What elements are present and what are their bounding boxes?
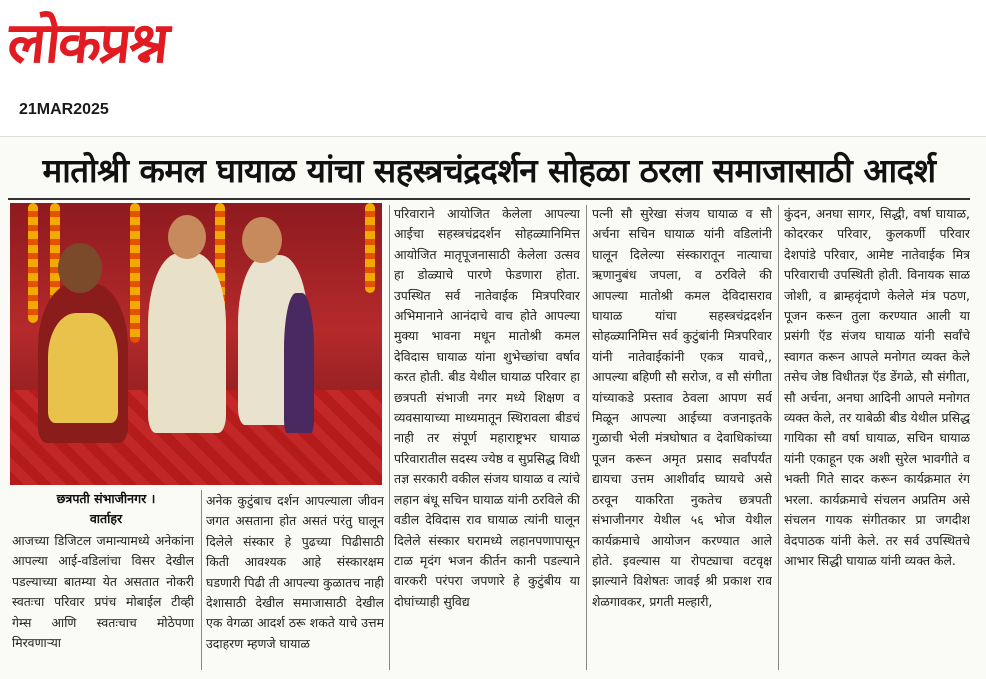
elderly-woman-face [168, 215, 206, 259]
marigold-garland [365, 203, 375, 293]
man-face [58, 243, 102, 293]
column-rule [586, 205, 587, 670]
article-headline: मातोश्री कमल घायाळ यांचा सहस्त्रचंद्रदर्शन सोहळा ठरला समाजासाठी आदर्श [42, 151, 936, 190]
headline-rule [8, 198, 970, 200]
article-column-4: पत्नी सौ सुरेखा संजय घायाळ व सौ अर्चना सचिन घायाळ यांनी वडिलांनी घालून दिलेल्या संस्कारातून नात्याचा ऋणानुबंध जपला, व ठरविले की आपल्या मातोश्री कमल देविदासराव घायाळ यांचा सहस्त्रचंद्रदर्शन सोहळ्यानिमित्त सर्व कुटुंबांनी मित्रपरिवार यांनी नातेवाईकांनी एकत्र यावचे,, आपल्या बहिणी सौ सरोज, व सौ संगीता यांच्याकडे प्रस्ताव ठेवला आपण सर्व मिळून आपल्या आईच्या वजनाइतके गुळाची भेली मंत्रघोषात व देवाधिकांच्या पूजन करून अमृत प्रसाद सर्वांपर्यंत द्यायचा उत्तम आशीर्वाद घ्यायचे असे ठरवून याकरिता नुकतेच छत्रपती संभाजीनगर येथील ५६ भोज येथील कार्यक्रमाचे आयोजन करण्यात आले होते. इवल्यास या रोपट्याचा वटवृक्ष झाल्याने विशेषतः जावई श्री प्रकाश राव शेळगावकर, प्रगती मल्हारी, [592, 206, 772, 609]
article-column-2: अनेक कुटुंबाच दर्शन आपल्याला जीवन जगत असताना होत असतं परंतु घालून दिलेले संस्कार हे पुढच्या पिढीसाठी किती आवश्यक आहे संस्कारक्षम घडणारी पिढी ती आपल्या कुळातच नाही देशासाठी देखील समाजासाठी देखील एक वेगळा आदर्श ठरू शकते याचे उत्तम उदाहरण म्हणजे घायाळ [206, 493, 384, 651]
column-rule [389, 205, 390, 670]
newspaper-masthead [4, 4, 298, 96]
column-rule [778, 205, 779, 670]
issue-date: 21MAR2025 [19, 101, 109, 118]
elderly-man-vest [284, 293, 314, 433]
dateline-source: वार्ताहर [89, 511, 123, 526]
elderly-man-face [242, 217, 282, 263]
dateline-place: छत्रपती संभाजीनगर । [56, 491, 156, 506]
event-photo [10, 203, 382, 485]
article-column-5: कुंदन, अनघा सागर, सिद्धी, वर्षा घायाळ, कोदरकर परिवार, कुलकर्णी परिवार देशपांडे परिवार, आमेष्ट नातेवाईक मित्र परिवाराची उपस्थिती होती. विनायक साळ जोशी, व ब्राम्हवृंदाणे केलेले मंत्र पठण, पूजन करून तुला करण्यात आली या प्रसंगी ऍड संजय घायाळ यांनी सर्वांचे स्वागत करून आपले मनोगत व्यक्त केले तसेच जेष्ठ विधीतज्ञ ऍड डेंगळे, सौ संगीता, सौ अर्चना, अनघा आदिनी आपले मनोगत व्यक्त केले, तर याबेळी बीड येथील प्रसिद्ध गायिका सौ वर्षा घायाळ, सचिन घायाळ यांनी एकाहून एक अशी सुरेल भावगीते व भक्ती गिते सादर करून कार्यक्रमात रंग भरला. कार्यक्रमाचे संचलन अप्रतिम असे संचलन गायक संगीतकार प्रा जगदीश वेदपाठक यांनी केले. तर सर्व उपस्थितचे आभार सिद्धी घायाळ यांनी व्यक्त केले. [784, 206, 970, 568]
dateline [12, 489, 200, 529]
article-column-1: आजच्या डिजिटल जमान्यामध्ये अनेकांना आपल्या आई-वडिलांचा विसर देखील पडल्याच्या बातम्या येत असतात नोकरी स्वतःचा परिवार प्रपंच मोबाईल टीव्ही गेम्स आणि स्वतःचाच मोठेपणा मिरवणाऱ्या [12, 533, 194, 651]
column-rule [201, 490, 202, 670]
marigold-garland [130, 203, 140, 343]
elderly-woman-saree [148, 253, 226, 433]
newspaper-logo: लोकप्रश्न [4, 11, 171, 76]
kurta-shirt [48, 313, 118, 423]
article-column-3: परिवाराने आयोजित केलेला आपल्या आईचा सहस्त्रचंद्रदर्शन सोहळ्यानिमित्त आयोजित मातृपूजनासाठी केलेला उत्सव हा डोळ्याचे पारणे फेडणारा होता. उपस्थित सर्व नातेवाईक मित्रपरिवार अभिमानाने आनंदाचे वाच होते आपल्या मुक्या भावना मधून मातोश्री कमल देविदास घायाळ यांना शुभेच्छांचा वर्षाव करत होती. बीड येथील घायाळ परिवार हा छत्रपती संभाजी नगर मध्ये शिक्षण व व्यवसायाच्या माध्यमातून स्थिरावला बीडचं नाही तर संपूर्ण महाराष्ट्रभर घायाळ परिवारातील सदस्य ज्येष्ठ व सुप्रसिद्ध विधी तज्ञ सरकारी वकील संजय घायाळ व त्यांचे लहान बंधू सचिन घायाळ यांनी ठरविले की वडील देविदास राव घायाळ त्यांनी घालून दिलेले संस्कार घरामध्ये लहानपणापासून टाळ मृदंग भजन कीर्तन कानी पडल्याने वारकरी परंपरा जपणारे हे कुटुंबीय या दोघांच्याही सुविद्य [394, 206, 580, 609]
marigold-garland [28, 203, 38, 323]
